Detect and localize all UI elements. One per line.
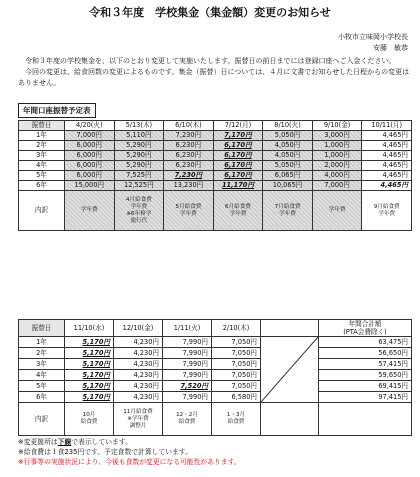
breakdown-cell: 学年費 — [312, 191, 362, 231]
amount-cell: 5,290円 — [114, 151, 164, 161]
breakdown-cell: 6月給食費 学年費 — [213, 191, 263, 231]
amount-cell: 5,110円 — [114, 131, 164, 141]
amount-cell: 7,050円 — [212, 381, 261, 392]
breakdown-cell: 10月 給食費 — [65, 403, 114, 436]
amount-cell: 7,050円 — [212, 370, 261, 381]
grade-cell: 2年 — [19, 141, 65, 151]
footer-note-1 — [18, 437, 241, 447]
grade-cell: 4年 — [19, 161, 65, 171]
date-cell: 1/11(火) — [163, 320, 212, 337]
grade-cell: 2年 — [19, 348, 65, 359]
sender-block — [338, 32, 408, 54]
date-cell: 12/10(金) — [114, 320, 163, 337]
amount-cell: 5,290円 — [114, 161, 164, 171]
breakdown-cell: 学年費 — [65, 191, 115, 231]
table-row-header — [19, 320, 412, 337]
grade-cell: 5年 — [19, 381, 65, 392]
amount-cell: 12,525円 — [114, 181, 164, 191]
page-title: 令和３年度 学校集金（集金額）変更のお知らせ — [89, 6, 331, 19]
amount-cell: 6,170円 — [213, 141, 263, 151]
amount-cell: 6,230円 — [164, 141, 214, 151]
amount-cell: 7,050円 — [212, 348, 261, 359]
amount-cell: 4,000円 — [312, 171, 362, 181]
amount-cell: 5,050円 — [263, 161, 313, 171]
table-row — [19, 141, 412, 151]
table-row — [19, 381, 412, 392]
amount-cell: 6,000円 — [65, 161, 115, 171]
diagonal-line — [261, 337, 318, 402]
amount-cell: 6,230円 — [164, 151, 214, 161]
amount-cell: 5,170円 — [65, 381, 114, 392]
footer-note-3: ※行事等の実施状況により、今後も食数が変更になる可能性があります。 — [18, 458, 241, 466]
amount-cell: 11,170円 — [213, 181, 263, 191]
table-row — [19, 337, 412, 348]
grade-cell: 1年 — [19, 337, 65, 348]
underline-sample: 下線 — [57, 438, 72, 446]
annual-total-cell: 69,415円 — [319, 381, 412, 392]
grade-cell: 4年 — [19, 370, 65, 381]
amount-cell: 7,000円 — [312, 181, 362, 191]
intro-paragraph-1: 令和３年度の学校集金を、以下のとおり変更して実施いたします。振替日の前日までには登録口座へご入金ください。 — [25, 57, 396, 65]
amount-cell: 7,000円 — [65, 131, 115, 141]
breakdown-label: 内訳 — [19, 403, 65, 436]
amount-cell: 6,170円 — [213, 171, 263, 181]
annual-total-cell: 59,650円 — [319, 370, 412, 381]
amount-cell: 4,465円 — [362, 161, 412, 171]
breakdown-cell: 11月給食費 ※学年費 調整月 — [114, 403, 163, 436]
amount-cell: 5,170円 — [65, 370, 114, 381]
amount-cell: 4,050円 — [263, 141, 313, 151]
table-row — [19, 151, 412, 161]
transfer-schedule-table-2 — [18, 319, 412, 436]
transfer-date-label: 振替日 — [19, 121, 65, 131]
amount-cell: 13,230円 — [164, 181, 214, 191]
transfer-date-label: 振替日 — [19, 320, 65, 337]
amount-cell: 7,990円 — [163, 337, 212, 348]
date-cell: 11/10(水) — [65, 320, 114, 337]
amount-cell: 4,465円 — [362, 171, 412, 181]
table-row — [19, 392, 412, 403]
annual-total-cell: 97,415円 — [319, 392, 412, 403]
sender-school: 小牧市立味岡小学校長 — [338, 33, 408, 41]
grade-cell: 3年 — [19, 359, 65, 370]
amount-cell: 4,230円 — [114, 370, 163, 381]
amount-cell: 4,465円 — [362, 141, 412, 151]
amount-cell: 7,050円 — [212, 337, 261, 348]
empty-cell — [261, 403, 319, 436]
breakdown-label: 内訳 — [19, 191, 65, 231]
table-row-breakdown — [19, 191, 412, 231]
date-cell: 6/10(木) — [164, 121, 214, 131]
amount-cell: 5,170円 — [65, 392, 114, 403]
footer-text: で表示しています。 — [71, 438, 132, 446]
date-cell: 10/11(月) — [362, 121, 412, 131]
amount-cell: 10,065円 — [263, 181, 313, 191]
amount-cell: 3,000円 — [312, 131, 362, 141]
amount-cell: 7,230円 — [164, 131, 214, 141]
amount-cell: 1,000円 — [312, 141, 362, 151]
grade-cell: 1年 — [19, 131, 65, 141]
date-cell: 2/10(木) — [212, 320, 261, 337]
amount-cell: 5,170円 — [65, 348, 114, 359]
amount-cell: 6,170円 — [213, 151, 263, 161]
grade-cell: 6年 — [19, 181, 65, 191]
date-cell: 9/10(金) — [312, 121, 362, 131]
amount-cell: 7,170円 — [213, 131, 263, 141]
breakdown-cell: 5月給食費 学年費 — [164, 191, 214, 231]
table-row — [19, 348, 412, 359]
intro-text — [18, 56, 413, 89]
amount-cell: 15,000円 — [65, 181, 115, 191]
amount-cell: 6,065円 — [263, 171, 313, 181]
table-row — [19, 171, 412, 181]
amount-cell: 4,230円 — [114, 348, 163, 359]
intro-paragraph-2: 今回の変更は、給食回数の変更によるものです。集金（振替）日については、４月に文書でお知らせした日程からの変更はありません。 — [18, 68, 410, 87]
amount-cell: 6,230円 — [164, 161, 214, 171]
amount-cell: 5,170円 — [65, 359, 114, 370]
table-row — [19, 181, 412, 191]
transfer-schedule-table-1 — [18, 120, 412, 231]
table-row — [19, 161, 412, 171]
amount-cell: 7,525円 — [114, 171, 164, 181]
section-title: 年間口座振替予定表 — [18, 103, 96, 118]
grade-cell: 3年 — [19, 151, 65, 161]
amount-cell: 6,000円 — [65, 141, 115, 151]
footer-notes — [18, 437, 241, 467]
amount-cell: 1,000円 — [312, 151, 362, 161]
annual-total-cell: 57,415円 — [319, 359, 412, 370]
footer-note-2: ※給食費は１食235円です。予定食数で計算しています。 — [18, 448, 192, 456]
table-row — [19, 370, 412, 381]
grade-cell: 6年 — [19, 392, 65, 403]
amount-cell: 5,050円 — [263, 131, 313, 141]
table-row — [19, 131, 412, 141]
amount-cell: 5,170円 — [65, 337, 114, 348]
amount-cell: 4,230円 — [114, 381, 163, 392]
diagonal-header-cell — [261, 320, 319, 337]
amount-cell: 4,050円 — [263, 151, 313, 161]
grade-cell: 5年 — [19, 171, 65, 181]
amount-cell: 6,170円 — [213, 161, 263, 171]
table-row — [19, 359, 412, 370]
amount-cell: 7,990円 — [163, 348, 212, 359]
annual-total-cell: 56,650円 — [319, 348, 412, 359]
breakdown-cell: 12・2月 給食費 — [163, 403, 212, 436]
date-cell: 4/20(火) — [65, 121, 115, 131]
amount-cell: 4,230円 — [114, 392, 163, 403]
amount-cell: 4,230円 — [114, 359, 163, 370]
amount-cell: 7,990円 — [163, 370, 212, 381]
amount-cell: 4,465円 — [362, 151, 412, 161]
date-cell: 5/13(木) — [114, 121, 164, 131]
amount-cell: 7,050円 — [212, 359, 261, 370]
amount-cell: 7,230円 — [164, 171, 214, 181]
amount-cell: 5,290円 — [114, 141, 164, 151]
footer-text: ※変更箇所は — [18, 438, 58, 446]
annual-total-cell: 63,475円 — [319, 337, 412, 348]
breakdown-cell: 1・3月 給食費 — [212, 403, 261, 436]
table-row-breakdown — [19, 403, 412, 436]
diagonal-cell — [261, 337, 319, 403]
breakdown-cell: 9月給食費 学年費 — [362, 191, 412, 231]
amount-cell: 7,520円 — [163, 381, 212, 392]
amount-cell: 6,000円 — [65, 171, 115, 181]
amount-cell: 7,990円 — [163, 392, 212, 403]
amount-cell: 4,230円 — [114, 337, 163, 348]
amount-cell: 7,990円 — [163, 359, 212, 370]
amount-cell: 4,465円 — [362, 181, 412, 191]
date-cell: 8/10(火) — [263, 121, 313, 131]
table-row-header — [19, 121, 412, 131]
breakdown-cell: 7月給食費 学年費 — [263, 191, 313, 231]
empty-cell — [319, 403, 412, 436]
amount-cell: 4,465円 — [362, 131, 412, 141]
annual-total-label: 年間合計額 (PTA会費除く) — [319, 320, 412, 337]
amount-cell: 6,580円 — [212, 392, 261, 403]
amount-cell: 6,000円 — [65, 151, 115, 161]
amount-cell: 2,000円 — [312, 161, 362, 171]
date-cell: 7/12(月) — [213, 121, 263, 131]
breakdown-cell: 4月給食費 学年費 ※6年修学 旅行代 — [114, 191, 164, 231]
sender-name: 安藤 敏恭 — [373, 44, 408, 52]
